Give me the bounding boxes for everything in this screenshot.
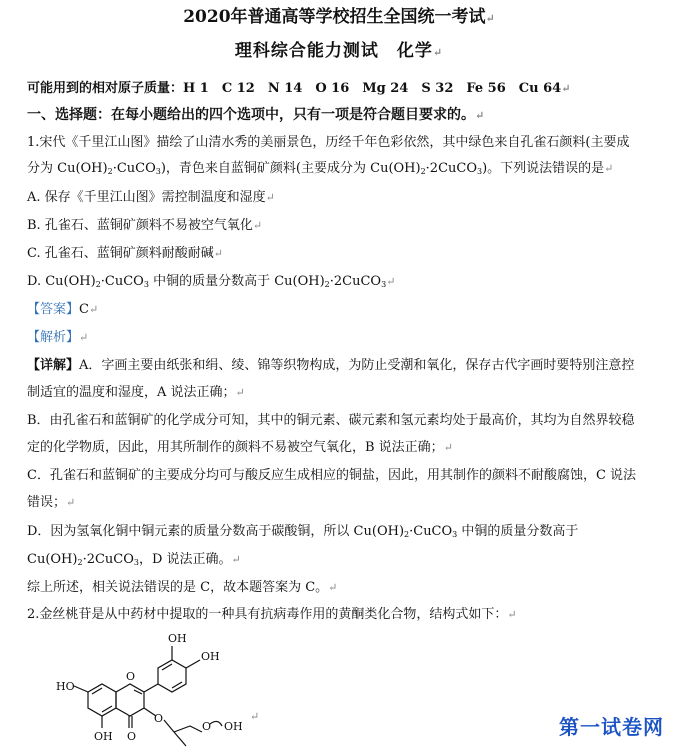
ether-oxygen-label: O [154,712,164,725]
q1-answer: 【答案】C↵ [27,302,99,317]
q1-detail-d-line-2: $Cu(OH)_2\cdot 2CuCO_3$，D 说法正确。↵ [27,552,241,567]
section-heading: 一、选择题：在每小题给出的四个选项中，只有一项是符合题目要求的。↵ [27,107,485,123]
oh-label-a-ring-bottom: OH [94,730,113,743]
exam-subtitle: 理科综合能力测试 化学↵ [234,41,444,61]
ho-label-a-ring: HO [56,680,75,693]
q1-summary: 综上所述，相关说法错误的是 C，故本题答案为 C。↵ [27,580,338,595]
q1-stem-line-2: 分为 $Cu(OH)_2\cdot CuCO_3$)，青色来自蓝铜矿颜料(主要成分为 $Cu(OH)_2\cdot 2CuCO_3$)。下列说法错误的是↵ [27,161,614,176]
hyperoside-structure-diagram [50,628,290,750]
q1-stem-line-1: 1.宋代《千里江山图》描绘了山清水秀的美丽景色，历经千年色彩依然，其中绿色来自孔雀石颜料(主要成 [27,135,630,150]
q1-detail-a-line-2: 制适宜的温度和湿度，A 说法正确；↵ [27,385,245,400]
ring-oxygen-label: O [126,670,136,683]
q2-stem: 2.金丝桃苷是从中药材中提取的一种具有抗病毒作用的黄酮类化合物，结构式如下：↵ [27,607,517,622]
site-watermark: 第一试卷网 [559,715,664,739]
q1-detail-c-line-1: C．孔雀石和蓝铜矿的主要成分均可与酸反应生成相应的铜盐，因此，用其制作的颜料不耐酸腐蚀，C 说法 [27,468,637,483]
q1-detail-b-line-2: 定的化学物质，因此，用其所制作的颜料不易被空气氧化，B 说法正确；↵ [27,440,453,455]
sugar-oxygen-label: O [202,720,212,733]
exam-title: 2020年普通高等学校招生全国统一考试↵ [183,7,495,27]
q1-detail-c-line-2: 错误；↵ [27,495,76,510]
q1-detail-d-line-1: D．因为氢氧化铜中铜元素的质量分数高于碳酸铜，所以 $Cu(OH)_2\cdot CuCO_3$ 中铜的质量分数高于 [27,524,579,539]
q1-option-c: C. 孔雀石、蓝铜矿颜料耐酸耐碱↵ [27,246,223,261]
oh-label-b-ring-right: OH [201,650,220,663]
q1-option-b: B. 孔雀石、蓝铜矿颜料不易被空气氧化↵ [27,218,263,233]
q1-detail-b-line-1: B．由孔雀石和蓝铜矿的化学成分可知，其中的铜元素、碳元素和氢元素均处于最高价，其均为自然界较稳 [27,413,635,428]
q1-option-d: D. $Cu(OH)_2\cdot CuCO_3$ 中铜的质量分数高于 $Cu(OH)_2\cdot 2CuCO_3↵$ [27,274,396,289]
atomic-mass-line: 可能用到的相对原子质量：H 1 C 12 N 14 O 16 Mg 24 S 32 Fe 56 Cu 64↵ [27,81,571,96]
oh-label-b-ring-top: OH [168,632,187,645]
q1-analysis: 【解析】↵ [27,330,89,345]
oh-label-sugar: OH [224,720,243,733]
carbonyl-oxygen-label: O [127,730,137,743]
q1-detail-a-line-1: 【详解】A．字画主要由纸张和绢、绫、锦等织物构成，为防止受潮和氧化，保存古代字画时要特别注意控 [27,358,635,373]
structure-paragraph-mark: ↵ [250,710,260,723]
q1-option-a: A. 保存《千里江山图》需控制温度和湿度↵ [27,190,275,205]
